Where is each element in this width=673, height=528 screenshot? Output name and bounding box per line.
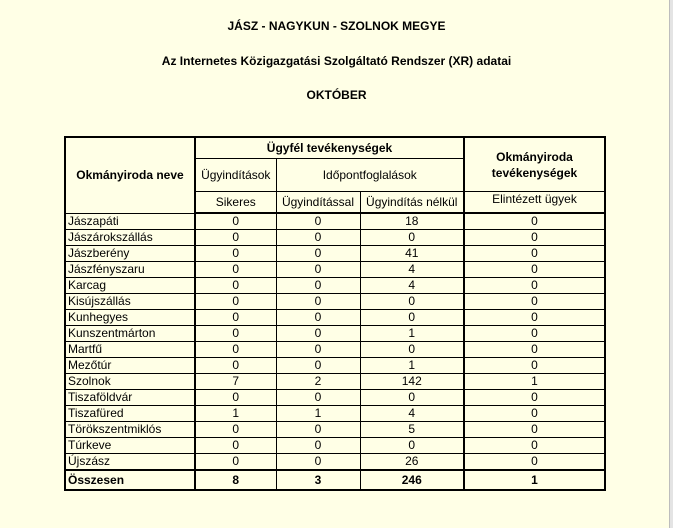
table-row [65, 262, 605, 278]
with-initiation-cell: 0 [276, 310, 360, 326]
successful-cell: 1 [195, 406, 276, 422]
with-initiation-cell: 0 [276, 438, 360, 454]
without-initiation-cell: 0 [360, 294, 464, 310]
table-row [65, 374, 605, 390]
office-name-cell: Tiszafüred [65, 406, 195, 422]
successful-cell: 0 [195, 246, 276, 262]
without-initiation-cell: 4 [360, 406, 464, 422]
completed-cell: 0 [464, 246, 605, 262]
without-initiation-cell: 18 [360, 213, 464, 230]
with-initiation-cell: 0 [276, 326, 360, 342]
statistics-table [64, 136, 606, 491]
without-initiation-cell: 0 [360, 438, 464, 454]
table-row [65, 310, 605, 326]
successful-cell: 7 [195, 374, 276, 390]
office-name-cell: Martfű [65, 342, 195, 358]
completed-cell: 0 [464, 278, 605, 294]
table-row [65, 454, 605, 471]
header-client-activities: Ügyfél tevékenységek [195, 137, 464, 159]
office-name-cell: Karcag [65, 278, 195, 294]
office-name-cell: Jászberény [65, 246, 195, 262]
table-row [65, 326, 605, 342]
table-row [65, 278, 605, 294]
with-initiation-cell: 0 [276, 213, 360, 230]
successful-cell: 0 [195, 230, 276, 246]
without-initiation-cell: 0 [360, 390, 464, 406]
header-with-initiation: Ügyindítással [276, 192, 360, 214]
office-name-cell: Jászfényszaru [65, 262, 195, 278]
month-label: OKTÓBER [306, 88, 367, 102]
table-row [65, 438, 605, 454]
successful-cell: 0 [195, 342, 276, 358]
page-title: JÁSZ - NAGYKUN - SZOLNOK MEGYE [227, 19, 446, 33]
header-successful: Sikeres [195, 192, 276, 214]
total-without-initiation: 246 [360, 470, 464, 490]
successful-cell: 0 [195, 390, 276, 406]
successful-cell: 0 [195, 294, 276, 310]
successful-cell: 0 [195, 278, 276, 294]
without-initiation-cell: 5 [360, 422, 464, 438]
successful-cell: 0 [195, 310, 276, 326]
office-name-cell: Törökszentmiklós [65, 422, 195, 438]
without-initiation-cell: 41 [360, 246, 464, 262]
office-name-cell: Kisújszállás [65, 294, 195, 310]
completed-cell: 0 [464, 390, 605, 406]
office-name-cell: Tiszaföldvár [65, 390, 195, 406]
table-row [65, 230, 605, 246]
completed-cell: 1 [464, 374, 605, 390]
header-office-activities: Okmányiroda tevékenységek [464, 137, 605, 192]
total-completed: 1 [464, 470, 605, 490]
with-initiation-cell: 0 [276, 294, 360, 310]
office-name-cell: Túrkeve [65, 438, 195, 454]
successful-cell: 0 [195, 213, 276, 230]
with-initiation-cell: 0 [276, 342, 360, 358]
table-row [65, 358, 605, 374]
total-successful: 8 [195, 470, 276, 490]
table-row [65, 406, 605, 422]
with-initiation-cell: 0 [276, 246, 360, 262]
successful-cell: 0 [195, 454, 276, 471]
successful-cell: 0 [195, 422, 276, 438]
office-name-cell: Újszász [65, 454, 195, 471]
without-initiation-cell: 142 [360, 374, 464, 390]
without-initiation-cell: 4 [360, 278, 464, 294]
total-with-initiation: 3 [276, 470, 360, 490]
office-name-cell: Kunhegyes [65, 310, 195, 326]
completed-cell: 0 [464, 438, 605, 454]
total-label: Összesen [65, 470, 195, 490]
without-initiation-cell: 4 [360, 262, 464, 278]
table-row [65, 294, 605, 310]
table-row [65, 342, 605, 358]
completed-cell: 0 [464, 454, 605, 471]
with-initiation-cell: 0 [276, 390, 360, 406]
with-initiation-cell: 0 [276, 454, 360, 471]
without-initiation-cell: 26 [360, 454, 464, 471]
office-name-cell: Mezőtúr [65, 358, 195, 374]
completed-cell: 0 [464, 262, 605, 278]
with-initiation-cell: 0 [276, 262, 360, 278]
with-initiation-cell: 0 [276, 358, 360, 374]
page-subtitle: Az Internetes Közigazgatási Szolgáltató Rendszer (XR) adatai [161, 54, 512, 68]
table-row [65, 390, 605, 406]
office-name-cell: Jászárokszállás [65, 230, 195, 246]
completed-cell: 0 [464, 294, 605, 310]
window-right-edge [669, 0, 673, 528]
completed-cell: 0 [464, 358, 605, 374]
table-row [65, 246, 605, 262]
with-initiation-cell: 2 [276, 374, 360, 390]
completed-cell: 0 [464, 342, 605, 358]
office-name-cell: Szolnok [65, 374, 195, 390]
completed-cell: 0 [464, 213, 605, 230]
completed-cell: 0 [464, 310, 605, 326]
total-row [65, 470, 605, 490]
with-initiation-cell: 1 [276, 406, 360, 422]
completed-cell: 0 [464, 230, 605, 246]
completed-cell: 0 [464, 406, 605, 422]
successful-cell: 0 [195, 326, 276, 342]
without-initiation-cell: 1 [360, 358, 464, 374]
table-row [65, 422, 605, 438]
header-completed-cases: Elintézett ügyek [464, 192, 605, 214]
completed-cell: 0 [464, 422, 605, 438]
header-without-initiation: Ügyindítás nélkül [360, 192, 464, 214]
successful-cell: 0 [195, 262, 276, 278]
header-initiations: Ügyindítások [195, 159, 276, 192]
successful-cell: 0 [195, 438, 276, 454]
with-initiation-cell: 0 [276, 422, 360, 438]
successful-cell: 0 [195, 358, 276, 374]
without-initiation-cell: 1 [360, 326, 464, 342]
header-office-name: Okmányiroda neve [65, 137, 195, 213]
without-initiation-cell: 0 [360, 342, 464, 358]
without-initiation-cell: 0 [360, 230, 464, 246]
header-appointments: Időpontfoglalások [276, 159, 464, 192]
without-initiation-cell: 0 [360, 310, 464, 326]
office-name-cell: Kunszentmárton [65, 326, 195, 342]
completed-cell: 0 [464, 326, 605, 342]
table-row [65, 213, 605, 230]
with-initiation-cell: 0 [276, 278, 360, 294]
with-initiation-cell: 0 [276, 230, 360, 246]
office-name-cell: Jászapáti [65, 213, 195, 230]
